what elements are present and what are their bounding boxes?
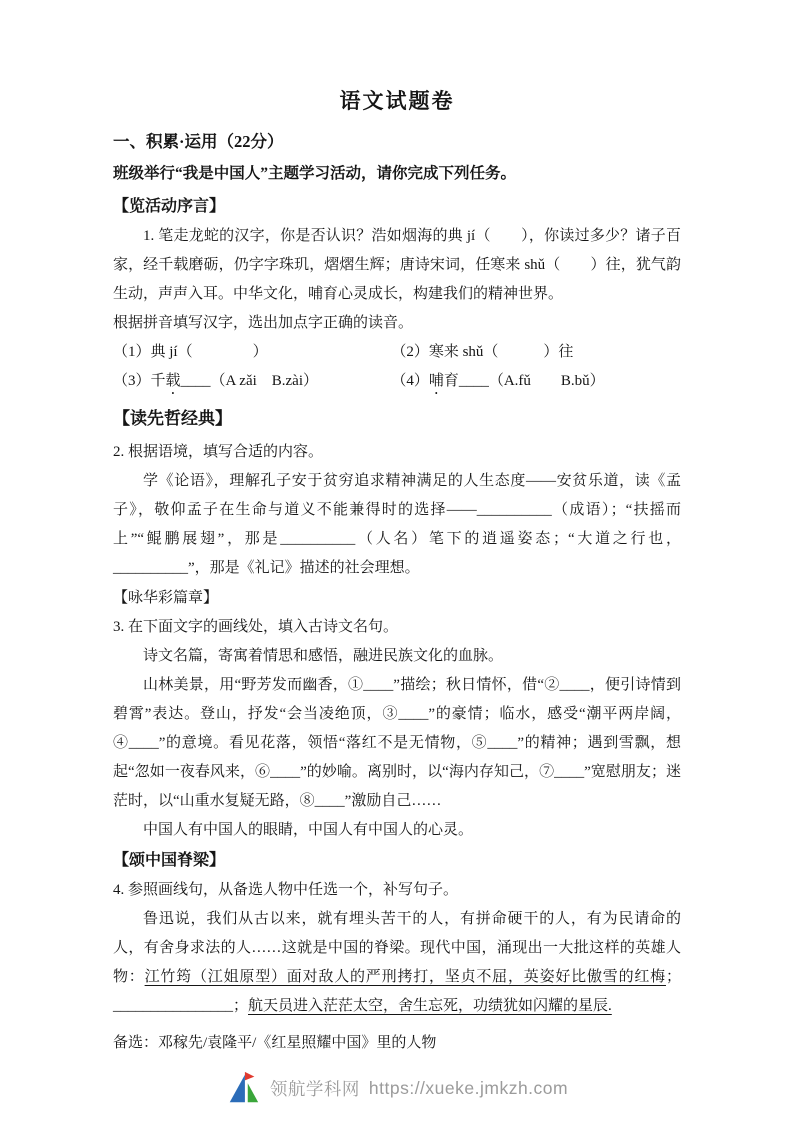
label-praise-backbone: 【颂中国脊梁】 [113, 852, 226, 869]
question-1-item-3 [113, 367, 391, 398]
question-3-close: 中国人有中国人的眼睛，中国人有中国人的心灵。 [143, 822, 474, 838]
question-2-lead: 2. 根据语境，填写合适的内容。 [113, 444, 324, 460]
question-1-item-4 [391, 367, 681, 398]
item-4-options: 育____（A.fǔ B.bǔ） [443, 373, 605, 389]
watermark-site-name: 领航学科网 [269, 1078, 360, 1099]
label-chant-chapters: 【咏华彩篇章】 [113, 590, 219, 606]
logo-pennant-shape [245, 1072, 254, 1081]
section-heading: 一、积累·运用（22分） [113, 132, 284, 151]
question-4-options: 备选：邓稼先/袁隆平/《红星照耀中国》里的人物 [113, 1035, 437, 1051]
q4-underlined-closing: 航天员进入茫茫太空，舍生忘死，功绩犹如闪耀的星辰. [248, 998, 612, 1014]
question-1-instruction: 根据拼音填写汉字，选出加点字正确的读音。 [113, 315, 414, 331]
question-3-intro: 诗文名篇，寄寓着情思和感悟，融进民族文化的血脉。 [143, 648, 504, 664]
label-read-classics: 【读先哲经典】 [113, 409, 232, 428]
question-1-row-1 [113, 338, 681, 367]
question-1-passage: 1. 笔走龙蛇的汉字，你是否认识？浩如烟海的典 jí（ ），你读过多少？诸子百家，经千载磨砺，仍字字珠玑，熠熠生辉；唐诗宋词，任寒来 shǔ（ ）往，犹气韵生动，声声入耳。中华文化，哺育心灵成长，构建我们的精神世界。 [113, 228, 681, 302]
question-4-lead: 4. 参照画线句，从备选人物中任选一个，补写句子。 [113, 882, 459, 898]
q4-answer-blank: ________________ [113, 998, 233, 1014]
page-title: 语文试题卷 [339, 89, 455, 113]
item-4-prefix: （4） [391, 373, 429, 389]
question-4-body [113, 905, 681, 1021]
item-4-dotted-char: 哺 [428, 373, 444, 389]
question-2-body: 学《论语》，理解孔子安于贫穷追求精神满足的人生态度——安贫乐道，读《孟子》，敬仰孟子在生命与道义不能兼得时的选择——__________（成语）；“扶摇而上”“鲲鹏展翅”，那是__________（人名）笔下的逍遥姿态；“大道之行也，__________”，那是《礼记》描述的社会理想。 [113, 473, 681, 576]
watermark-url: https://xueke.jmkzh.com [368, 1077, 569, 1098]
label-activity-preface: 【览活动序言】 [113, 198, 226, 215]
q4-underlined-example: 江竹筠（江姐原型）面对敌人的严刑拷打，坚贞不屈，英姿好比傲雪的红梅 [144, 969, 666, 985]
logo-large-sail-shape [230, 1075, 245, 1102]
question-1-item-1: （1）典 jí（ ） [113, 344, 268, 360]
watermark-footer [0, 1070, 793, 1106]
question-3-body: 山林美景，用“野芳发而幽香，①____”描绘；秋日情怀，借“②____，便引诗情到碧霄”表达。登山，抒发“会当凌绝顶，③____”的豪情；临水，感受“潮平两岸阔，④____”的意境。看见花落，领悟“落红不是无情物，⑤____”的精神；遇到雪飘，想起“忽如一夜春风来，⑥____”的妙喻。离别时，以“海内存知己，⑦____”宽慰朋友；迷茫时，以“山重水复疑无路，⑧____”激励自己…… [113, 677, 681, 809]
question-1-row-2 [113, 367, 681, 398]
q4-separator-2: ； [233, 998, 249, 1014]
section-intro: 班级举行“我是中国人”主题学习活动，请你完成下列任务。 [113, 165, 517, 182]
question-1-item-2: （2）寒来 shǔ（ ）往 [391, 344, 574, 360]
item-3-dotted-char: 载 [165, 373, 181, 389]
logo-small-sail-shape [248, 1083, 258, 1102]
item-3-options: ____（A zǎi B.zài） [180, 373, 319, 389]
xueke-logo-icon [225, 1070, 261, 1106]
item-3-prefix: （3）千 [113, 373, 166, 389]
q4-separator-1: ； [665, 969, 681, 985]
q4-text-intro: 鲁迅说，我们从古以来，就有埋头苦干的人，有拼命硬干的人，有为民请命的人，有舍身求法的人……这就是中国的脊梁。现代中国，涌现出一大批这样的英雄人物： [113, 911, 681, 985]
question-3-lead: 3. 在下面文字的画线处，填入古诗文名句。 [113, 619, 399, 635]
